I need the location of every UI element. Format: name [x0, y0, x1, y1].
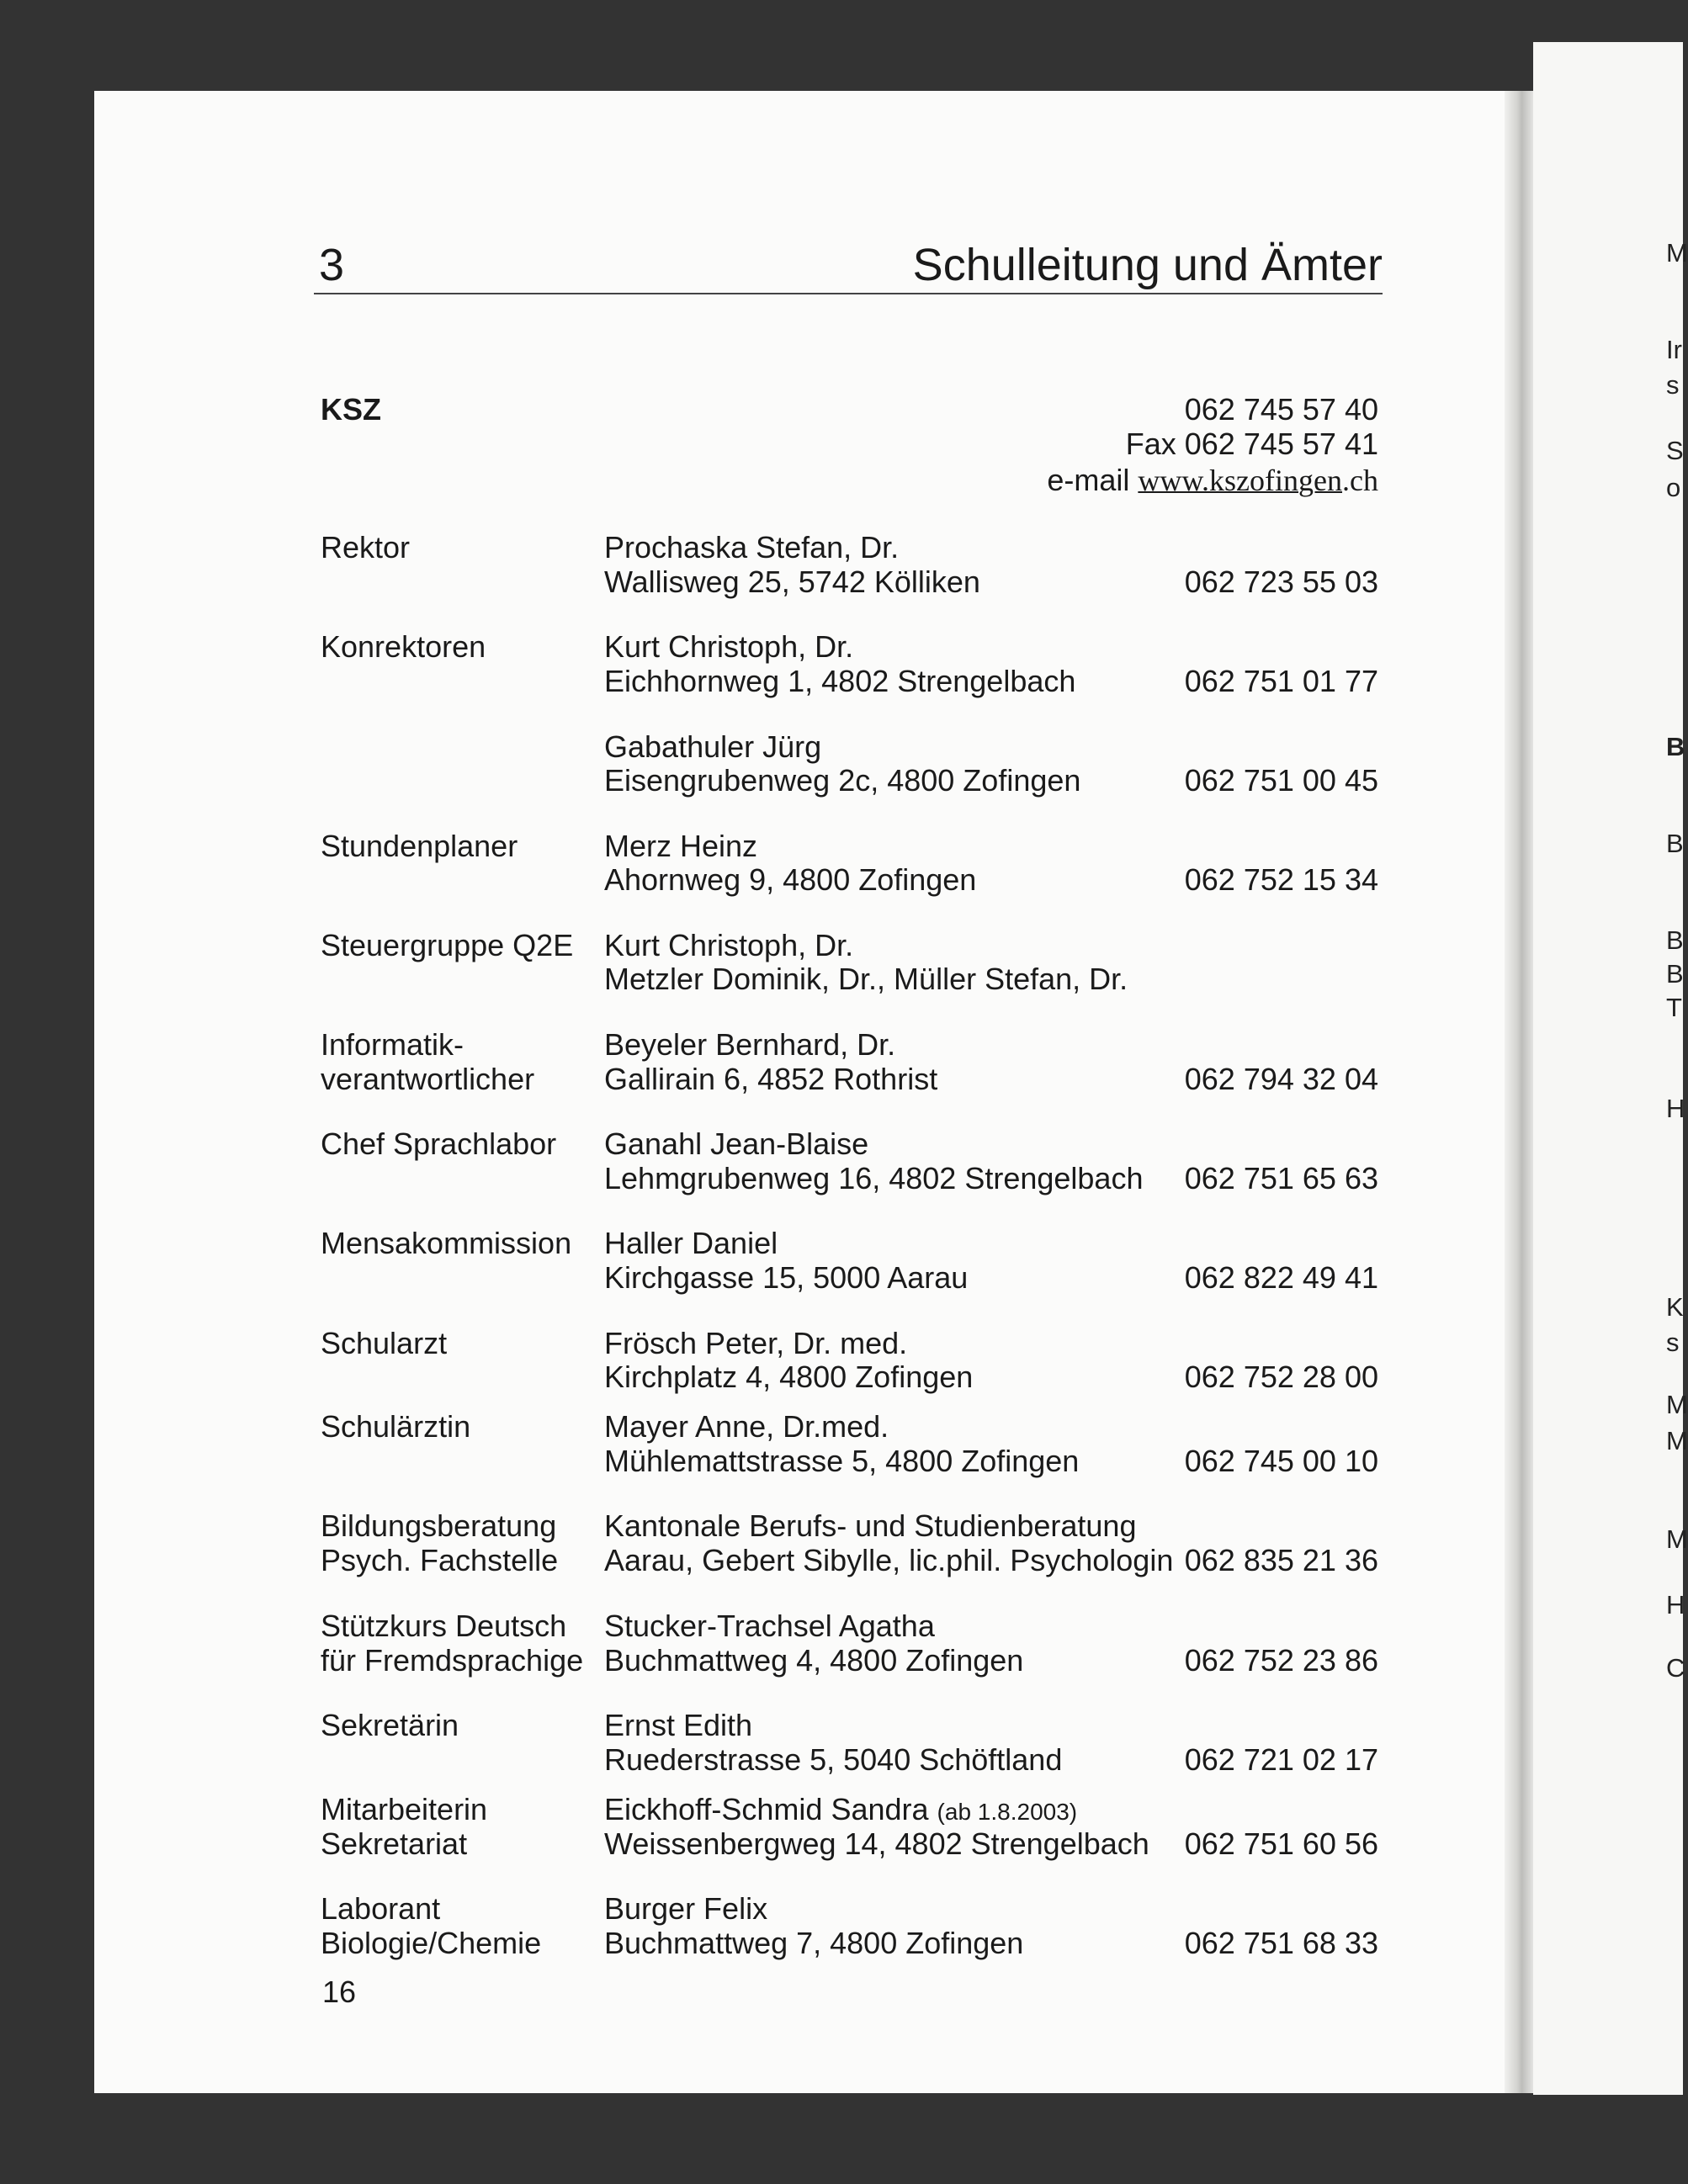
facing-page-letter: C [1666, 1653, 1685, 1683]
facing-page-letter: T [1666, 993, 1682, 1022]
chapter-header [314, 229, 1383, 294]
person-phone: 062 745 00 10 [1184, 1444, 1378, 1478]
role-label: Rektor [321, 530, 411, 565]
person-name: Haller Daniel [604, 1226, 778, 1260]
school-phone: 062 745 57 40 [1184, 392, 1378, 427]
role-label-line2: Psych. Fachstelle [321, 1543, 559, 1577]
person-name: Mayer Anne, Dr.med. [604, 1409, 889, 1444]
role-label: Sekretärin [321, 1708, 459, 1742]
school-fax [1126, 427, 1378, 462]
person-name: Ernst Edith [604, 1708, 753, 1742]
facing-page-letter: M [1666, 1524, 1688, 1554]
role-label-line2: verantwortlicher [321, 1062, 535, 1096]
role-label-line2: Biologie/Chemie [321, 1926, 542, 1960]
person-name: Gabathuler Jürg [604, 729, 822, 764]
facing-page-letter: B [1666, 925, 1684, 955]
person-address: Metzler Dominik, Dr., Müller Stefan, Dr. [604, 962, 1128, 996]
role-label: Mensakommission [321, 1226, 572, 1260]
person-name: Frösch Peter, Dr. med. [604, 1326, 908, 1360]
person-name: Kantonale Berufs- und Studienberatung [604, 1508, 1137, 1543]
website-tld: .ch [1342, 464, 1378, 497]
person-phone: 062 752 28 00 [1184, 1360, 1378, 1394]
person-phone: 062 751 65 63 [1184, 1161, 1378, 1195]
role-label: Schulärztin [321, 1409, 471, 1444]
page-number: 16 [322, 1975, 357, 2009]
person-address: Ahornweg 9, 4800 Zofingen [604, 862, 977, 897]
person-address: Eichhornweg 1, 4802 Strengelbach [604, 664, 1076, 698]
facing-page-letter: B [1666, 959, 1684, 989]
person-address: Lehmgrubenweg 16, 4802 Strengelbach [604, 1161, 1144, 1195]
person-phone: 062 751 01 77 [1184, 664, 1378, 698]
facing-page-letter: H [1666, 1094, 1685, 1123]
facing-page-letter: Ir [1666, 335, 1682, 364]
role-label: Chef Sprachlabor [321, 1126, 557, 1161]
role-label: Stützkurs Deutsch [321, 1609, 567, 1643]
person-name: Kurt Christoph, Dr. [604, 928, 854, 962]
person-phone: 062 751 60 56 [1184, 1826, 1378, 1861]
school-name: KSZ [321, 392, 381, 427]
person-phone: 062 794 32 04 [1184, 1062, 1378, 1096]
person-name: Prochaska Stefan, Dr. [604, 530, 900, 565]
role-label: Steuergruppe Q2E [321, 928, 574, 962]
facing-page-letter: M [1666, 1426, 1688, 1455]
facing-page [1533, 42, 1683, 2095]
role-label-line2: für Fremdsprachige [321, 1643, 584, 1678]
person-name: Ganahl Jean-Blaise [604, 1126, 869, 1161]
person-address: Wallisweg 25, 5742 Kölliken [604, 565, 980, 599]
person-address: Buchmattweg 7, 4800 Zofingen [604, 1926, 1024, 1960]
role-label: Bildungsberatung [321, 1508, 557, 1543]
person-name: Stucker-Trachsel Agatha [604, 1609, 935, 1643]
person-name [604, 1792, 1077, 1830]
email-label: e-mail [1047, 463, 1130, 497]
facing-page-letter: H [1666, 1590, 1685, 1619]
person-address: Kirchgasse 15, 5000 Aarau [604, 1260, 969, 1295]
school-email [1047, 463, 1378, 498]
person-address: Kirchplatz 4, 4800 Zofingen [604, 1360, 974, 1394]
person-phone: 062 723 55 03 [1184, 565, 1378, 599]
person-phone: 062 721 02 17 [1184, 1742, 1378, 1777]
person-name: Merz Heinz [604, 829, 758, 863]
person-address: Ruederstrasse 5, 5040 Schöftland [604, 1742, 1063, 1777]
facing-page-letter: M [1666, 1390, 1688, 1419]
person-phone: 062 752 15 34 [1184, 862, 1378, 897]
facing-page-letter: B [1666, 829, 1684, 858]
person-phone: 062 751 68 33 [1184, 1926, 1378, 1960]
person-phone: 062 822 49 41 [1184, 1260, 1378, 1295]
person-name-text: Eickhoff-Schmid Sandra [604, 1792, 929, 1826]
role-label: Laborant [321, 1891, 441, 1926]
role-label-line2: Sekretariat [321, 1826, 468, 1861]
person-phone: 062 752 23 86 [1184, 1643, 1378, 1678]
facing-page-letter: o [1666, 473, 1681, 502]
fax-label: Fax [1125, 427, 1176, 461]
start-date-note: (ab 1.8.2003) [937, 1799, 1078, 1825]
person-address: Mühlemattstrasse 5, 4800 Zofingen [604, 1444, 1080, 1478]
role-label: Konrektoren [321, 629, 486, 664]
person-address: Aarau, Gebert Sibylle, lic.phil. Psychologin [604, 1543, 1174, 1577]
person-address: Eisengrubenweg 2c, 4800 Zofingen [604, 763, 1081, 798]
person-name: Burger Felix [604, 1891, 768, 1926]
role-label: Mitarbeiterin [321, 1792, 488, 1826]
person-address: Weissenbergweg 14, 4802 Strengelbach [604, 1826, 1149, 1861]
person-address: Gallirain 6, 4852 Rothrist [604, 1062, 938, 1096]
role-label: Stundenplaner [321, 829, 518, 863]
book-spine [1505, 91, 1533, 2093]
person-address: Buchmattweg 4, 4800 Zofingen [604, 1643, 1024, 1678]
facing-page-letter: M [1666, 238, 1688, 268]
facing-page-letter: K [1666, 1292, 1684, 1322]
chapter-number: 3 [319, 240, 345, 290]
facing-page-letter: s [1666, 1328, 1680, 1357]
website-link[interactable]: www.kszofingen [1138, 464, 1343, 497]
fax-number: 062 745 57 41 [1184, 427, 1378, 461]
person-phone: 062 835 21 36 [1184, 1543, 1378, 1577]
role-label: Schularzt [321, 1326, 448, 1360]
role-label: Informatik- [321, 1027, 464, 1062]
facing-page-letter: B [1666, 732, 1685, 761]
chapter-title: Schulleitung und Ämter [912, 240, 1383, 290]
person-phone: 062 751 00 45 [1184, 763, 1378, 798]
person-name: Kurt Christoph, Dr. [604, 629, 854, 664]
person-name: Beyeler Bernhard, Dr. [604, 1027, 896, 1062]
facing-page-letter: s [1666, 370, 1680, 400]
facing-page-letter: S [1666, 436, 1684, 465]
